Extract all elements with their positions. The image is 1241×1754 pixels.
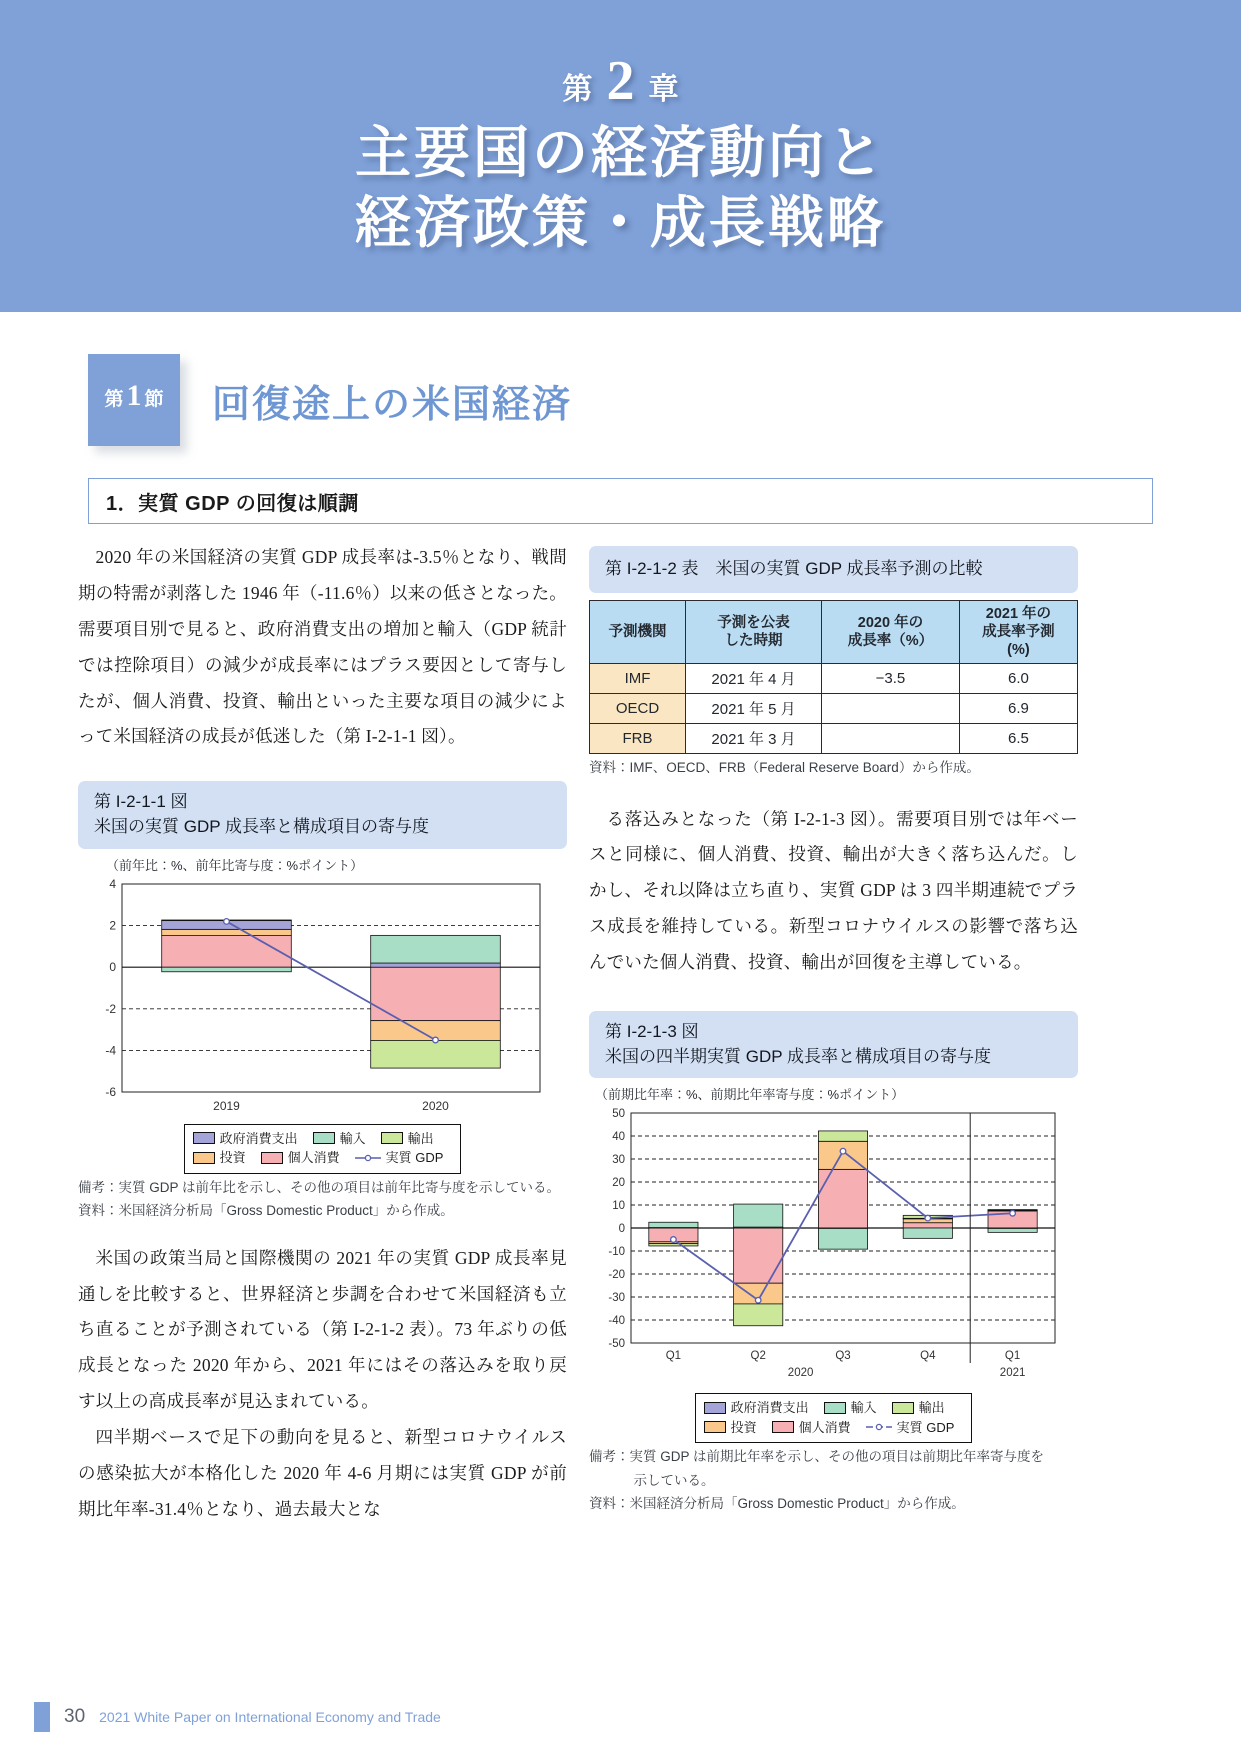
- legend-item-government: [704, 1398, 809, 1418]
- forecast-table: [589, 600, 1078, 754]
- legend-swatch-consumption: [772, 1421, 794, 1433]
- col-header-forecast-2021-l3: (%): [1007, 641, 1030, 658]
- svg-text:-50: -50: [608, 1338, 625, 1351]
- legend-label-investment: 投資: [730, 1419, 757, 1435]
- legend-label-imports: 輸入: [850, 1400, 877, 1416]
- chapter-prefix: 第: [562, 73, 593, 106]
- svg-text:0: 0: [109, 959, 116, 974]
- legend-swatch-exports: [381, 1132, 403, 1144]
- col-header-forecast-2021-l1: 2021 年の: [985, 605, 1052, 622]
- page-number: 30: [64, 1706, 86, 1727]
- left-paragraph-3: 四半期ベースで足下の動向を見ると、新型コロナウイルスの感染拡大が本格化した 2020 年 4-6 月期には実質 GDP が前期比年率-31.4％となり、過去最大とな: [78, 1427, 567, 1519]
- cell-growth-2020: [822, 694, 960, 724]
- cell-forecast-2021: 6.5: [959, 724, 1077, 754]
- forecast-table-head: [590, 600, 1078, 663]
- svg-text:2021: 2021: [999, 1367, 1026, 1380]
- figure-1-unit-label: （前年比：%、前年比寄与度：%ポイント）: [106, 857, 364, 873]
- col-header-organization: [590, 600, 686, 663]
- figure-3-source: 資料：米国経済分析局「Gross Domestic Product」から作成。: [589, 1496, 965, 1512]
- svg-text:-6: -6: [105, 1084, 116, 1099]
- legend-row-1: [704, 1398, 964, 1418]
- svg-text:Q3: Q3: [835, 1350, 851, 1363]
- svg-text:0: 0: [618, 1223, 625, 1236]
- figure-1-legend-wrap: [78, 1124, 567, 1174]
- svg-text:4: 4: [109, 876, 116, 891]
- cell-forecast-2021: 6.0: [959, 664, 1077, 694]
- section-badge-prefix: 第: [104, 389, 124, 410]
- figure-3-caption: [589, 1011, 1078, 1078]
- legend-label-government: 政府消費支出: [219, 1130, 298, 1146]
- chapter-title-line2: 経済政策・成長戦略: [355, 193, 886, 255]
- svg-text:40: 40: [612, 1131, 625, 1144]
- cell-published: 2021 年 5 月: [686, 694, 822, 724]
- right-column: [589, 540, 1078, 1528]
- legend-row-2: [704, 1418, 964, 1438]
- legend-item-real-gdp: [355, 1148, 444, 1168]
- legend-swatch-government: [193, 1132, 215, 1144]
- legend-row-1: [193, 1129, 453, 1149]
- table-1-caption: 第 I-2-1-2 表 米国の実質 GDP 成長率予測の比較: [589, 546, 1078, 593]
- legend-line-marker-icon: [355, 1152, 381, 1164]
- footer-title: 2021 White Paper on International Economy and Trade: [99, 1709, 441, 1725]
- left-column: [78, 540, 567, 1528]
- legend-item-imports: [313, 1129, 366, 1149]
- svg-text:Q1: Q1: [665, 1350, 682, 1363]
- right-paragraph-1: る落込みとなった（第 I-2-1-3 図）。需要項目別では年ベースと同様に、個人消費、投資、輸出が大きく落ち込んだ。しかし、それ以降は立ち直り、実質 GDP は 3 四半期連続でプラス成長を維持している。新型コロナウイルスの影響で落ち込んでいた個人消費、投資、輸出が回復を主導している。: [589, 808, 1078, 973]
- legend-item-investment: [193, 1148, 246, 1168]
- legend-item-exports: [381, 1129, 434, 1149]
- section-badge-number: 1: [126, 379, 142, 412]
- col-header-forecast-2021-l2: 成長率予測: [982, 623, 1055, 640]
- svg-text:-20: -20: [608, 1269, 625, 1282]
- cell-growth-2020: [822, 724, 960, 754]
- legend-item-consumption: [772, 1418, 851, 1438]
- cell-published: 2021 年 4 月: [686, 664, 822, 694]
- figure-3-note-line2: 示している。: [633, 1472, 715, 1488]
- figure-1-legend: [184, 1124, 462, 1174]
- legend-item-consumption: [261, 1148, 340, 1168]
- chapter-banner: [0, 0, 1241, 312]
- col-header-growth-2020: [822, 600, 960, 663]
- legend-swatch-imports: [824, 1402, 846, 1414]
- figure-3-chart: [589, 1103, 1069, 1393]
- chapter-suffix: 章: [648, 73, 679, 106]
- svg-text:Q1: Q1: [1004, 1350, 1021, 1363]
- legend-swatch-consumption: [261, 1152, 283, 1164]
- legend-swatch-imports: [313, 1132, 335, 1144]
- col-header-published: [686, 600, 822, 663]
- col-header-growth-2020-l2: 成長率（%）: [847, 632, 934, 649]
- table-row: [590, 694, 1078, 724]
- legend-swatch-investment: [193, 1152, 215, 1164]
- svg-text:2019: 2019: [213, 1098, 240, 1113]
- legend-line-marker-icon: [866, 1421, 892, 1433]
- figure-3-caption-line2: 米国の四半期実質 GDP 成長率と構成項目の寄与度: [605, 1046, 991, 1066]
- figure-1-note: 備考：実質 GDP は前年比を示し、その他の項目は前年比寄与度を示している。: [78, 1179, 561, 1195]
- col-header-published-l1: 予測を公表: [717, 614, 790, 631]
- legend-swatch-government: [704, 1402, 726, 1414]
- legend-item-imports: [824, 1398, 877, 1418]
- table-1-block: [589, 546, 1078, 778]
- svg-text:2: 2: [109, 918, 116, 933]
- svg-text:Q4: Q4: [920, 1350, 936, 1363]
- figure-3-legend: [695, 1393, 973, 1443]
- svg-text:10: 10: [612, 1200, 625, 1213]
- legend-label-exports: 輸出: [407, 1130, 434, 1146]
- cell-forecast-2021: 6.9: [959, 694, 1077, 724]
- left-paragraph-1: 2020 年の米国経済の実質 GDP 成長率は-3.5％となり、戦間期の特需が剥落した 1946 年（-11.6％）以来の低さとなった。需要項目別で見ると、政府消費支出の増加と輸入（GDP 統計では控除項目）の減少が成長率にはプラス要因として寄与したが、個人消費、投資、輸出といった主要な項目の減少によって米国経済の成長が低迷した（第 I-2-1-1 図）。: [78, 547, 567, 747]
- figure-1-source: 資料：米国経済分析局「Gross Domestic Product」から作成。: [78, 1203, 454, 1219]
- section-header: [88, 354, 1241, 446]
- figure-3-block: [589, 1011, 1078, 1514]
- legend-label-consumption: 個人消費: [798, 1419, 851, 1435]
- figure-3-legend-wrap: [589, 1393, 1078, 1443]
- svg-text:-30: -30: [608, 1292, 625, 1305]
- section-badge-suffix: 節: [144, 389, 164, 410]
- forecast-table-body: [590, 664, 1078, 754]
- legend-label-imports: 輸入: [339, 1130, 366, 1146]
- figure-1-caption-line1: 第 I-2-1-1 図: [94, 792, 188, 812]
- cell-organization: IMF: [590, 664, 686, 694]
- table-1-source: 資料：IMF、OECD、FRB（Federal Reserve Board）から作成。: [589, 760, 980, 776]
- chapter-title-line1: 主要国の経済動向と: [355, 123, 886, 185]
- svg-text:30: 30: [612, 1154, 625, 1167]
- legend-item-investment: [704, 1418, 757, 1438]
- legend-swatch-investment: [704, 1421, 726, 1433]
- table-row: [590, 664, 1078, 694]
- cell-published: 2021 年 3 月: [686, 724, 822, 754]
- section-title: 回復途上の米国経済: [212, 383, 573, 426]
- legend-item-exports: [892, 1398, 945, 1418]
- svg-text:-40: -40: [608, 1315, 625, 1328]
- subsection-heading: 1．実質 GDP の回復は順調: [88, 478, 1153, 524]
- legend-label-real-gdp: 実質 GDP: [896, 1419, 955, 1435]
- svg-text:2020: 2020: [787, 1367, 814, 1380]
- table-header-row: [590, 600, 1078, 663]
- svg-text:-2: -2: [105, 1001, 116, 1016]
- svg-text:-10: -10: [608, 1246, 625, 1259]
- figure-1-block: [78, 781, 567, 1220]
- legend-label-real-gdp: 実質 GDP: [385, 1150, 444, 1166]
- cell-organization: OECD: [590, 694, 686, 724]
- legend-label-consumption: 個人消費: [287, 1150, 340, 1166]
- col-header-growth-2020-l1: 2020 年の: [857, 614, 924, 631]
- chapter-number: 2: [606, 50, 635, 112]
- figure-3-note-line1: 備考：実質 GDP は前期比年率を示し、その他の項目は前期比年率寄与度を: [589, 1449, 1045, 1465]
- legend-row-2: [193, 1148, 453, 1168]
- legend-item-real-gdp: [866, 1418, 955, 1438]
- chapter-number-line: [562, 50, 679, 112]
- legend-label-investment: 投資: [219, 1150, 246, 1166]
- col-header-published-l2: した時期: [724, 632, 783, 649]
- svg-text:-4: -4: [105, 1042, 116, 1057]
- figure-1-chart: [78, 874, 558, 1124]
- figure-3-caption-line1: 第 I-2-1-3 図: [605, 1021, 699, 1041]
- cell-organization: FRB: [590, 724, 686, 754]
- col-header-forecast-2021: [959, 600, 1077, 663]
- section-badge: [88, 354, 180, 446]
- figure-1-caption: [78, 781, 567, 848]
- svg-text:20: 20: [612, 1177, 625, 1190]
- figure-3-unit-label: （前期比年率：%、前期比年率寄与度：%ポイント）: [595, 1087, 905, 1103]
- svg-text:2020: 2020: [422, 1098, 449, 1113]
- legend-label-government: 政府消費支出: [730, 1400, 809, 1416]
- body-columns: [78, 540, 1163, 1528]
- svg-text:50: 50: [612, 1108, 625, 1121]
- page-footer: [0, 1702, 1241, 1732]
- legend-item-government: [193, 1129, 298, 1149]
- legend-label-exports: 輸出: [918, 1400, 945, 1416]
- col-header-organization-l1: 予測機関: [608, 623, 667, 640]
- cell-growth-2020: −3.5: [822, 664, 960, 694]
- footer-accent-bar: [34, 1702, 50, 1732]
- table-row: [590, 724, 1078, 754]
- figure-1-caption-line2: 米国の実質 GDP 成長率と構成項目の寄与度: [94, 816, 429, 836]
- legend-swatch-exports: [892, 1402, 914, 1414]
- svg-text:Q2: Q2: [750, 1350, 766, 1363]
- left-paragraph-2: 米国の政策当局と国際機関の 2021 年の実質 GDP 成長率見通しを比較すると、世界経済と歩調を合わせて米国経済も立ち直ることが予測されている（第 I-2-1-2 表）。73 年ぶりの低成長となった 2020 年から、2021 年にはその落込みを取り戻す以上の高成長率が見込まれている。: [78, 1247, 567, 1412]
